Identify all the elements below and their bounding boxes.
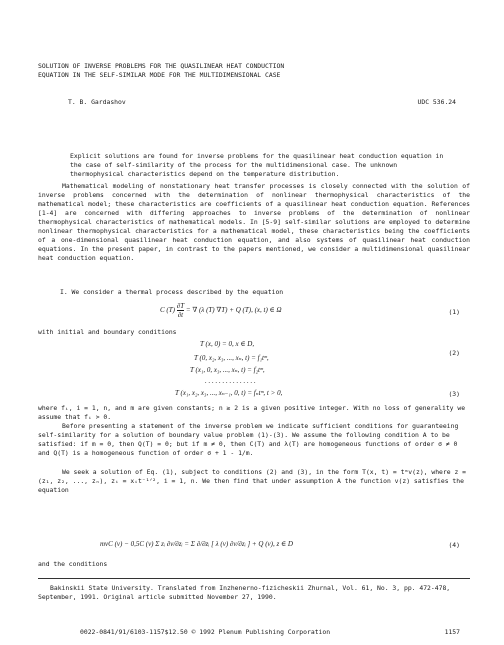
- copyright-line: 0022-0841/91/6103-1157$12.50 © 1992 Plenum Publishing Corporation: [80, 628, 331, 636]
- equation-4: mvC (v) − 0,5C (v) Σ zᵢ ∂v/∂zᵢ = Σ ∂/∂zᵢ [ λ (v) ∂v/∂zᵢ ] + Q (v), z ∈ D: [100, 540, 293, 548]
- before-paragraph: Before presenting a statement of the inverse problem we indicate sufficient conditions for guaranteeing self-similarity for a solution of boundary value problem (1)-(3). We assume the following condition A to be satisfied: if m = 0, then Q(T) = 0; but if m ≠ 0, then C(T) and λ(T) are homogeneous functions of order σ ≠ 0 and Q(T) is a homogeneous function of order σ + 1 - 1/m.: [38, 422, 459, 457]
- eq3-label: (3): [448, 390, 460, 398]
- eq1-numerator: ∂T: [176, 302, 185, 310]
- footnote: Bakinskii State University. Translated from Inzhenerno-fizicheskii Zhurnal, Vol. 61, No. 3, pp. 472-478, September, 1991. Original article submitted November 27, 1990.: [38, 584, 451, 601]
- page-number: 1157: [444, 628, 460, 636]
- eq2-label: (2): [448, 349, 460, 357]
- eq1-label: (1): [448, 308, 460, 316]
- section-1-intro: I. We consider a thermal process described by the equation: [60, 288, 284, 296]
- author: T. B. Gardashov: [68, 98, 126, 106]
- footnote-divider: [38, 578, 470, 579]
- where-paragraph: where fᵢ, i = 1, n, and m are given constants; n ≥ 2 is a given positive integer. With no loss of generality we assume that fᵢ > 0.: [38, 404, 466, 421]
- eq3-line: T (x₁, x₂, x₃, ..., xₙ₋₁, 0, t) = fₙtᵐ, t > 0,: [175, 389, 283, 397]
- eq4-label: (4): [448, 541, 460, 549]
- with-conditions-text: with initial and boundary conditions: [38, 328, 177, 336]
- seek-paragraph: We seek a solution of Eq. (1), subject to conditions (2) and (3), in the form T(x, t) = tᵐv(z), where z = (z₁, z₂, ..., zₙ), zᵢ = xᵢt⁻¹ᐟ², i = 1, n. We then find that under assumption A the function v(z) satisfies the equation: [38, 468, 466, 494]
- equation-1: [160, 302, 282, 319]
- eq-dots: . . . . . . . . . . . . . . .: [205, 377, 256, 385]
- eq1-fraction: [177, 302, 184, 319]
- eq2-line-2: T (0, x₂, x₃, ..., xₙ, t) = f₁tᵐ,: [194, 354, 269, 362]
- intro-paragraph: Mathematical modeling of nonstationary heat transfer processes is closely connected with the solution of inverse problems concerned with the determination of nonlinear thermophysical characteristics of the mathematical model; these characteristics are coefficients of a quasilinear heat conduction equation. References [1-4] are concerned with differing approaches to inverse problems of the determination of nonlinear thermophysical characteristics of mathematical models. In [5-9] self-similar solutions are employed to determine nonlinear thermophysical characteristics for a mathematical model, these characteristics being the coefficients of a one-dimensional quasilinear heat conduction equation, and also systems of quasilinear heat conduction equations. In the present paper, in contrast to the papers mentioned, we consider a multidimensional quasilinear heat conduction equation.: [38, 182, 470, 262]
- eq2-line-3: T (x₁, 0, x₃, ..., xₙ, t) = f₂tᵐ,: [190, 366, 265, 374]
- title-line-2: EQUATION IN THE SELF-SIMILAR MODE FOR THE MULTIDIMENSIONAL CASE: [38, 71, 281, 79]
- eq1-denominator: ∂t: [177, 311, 184, 319]
- eq1-lhs: C (T): [160, 306, 175, 315]
- eq1-rhs: = ∇ (λ (T) ∇T) + Q (T), (x, t) ∈ Ω: [185, 306, 282, 315]
- title-line-1: SOLUTION OF INVERSE PROBLEMS FOR THE QUASILINEAR HEAT CONDUCTION: [38, 62, 285, 70]
- and-conditions-text: and the conditions: [38, 560, 108, 568]
- paper-title: [38, 62, 478, 80]
- eq2-line-1: T (x, 0) = 0, x ∈ D,: [200, 340, 255, 348]
- abstract: Explicit solutions are found for inverse problems for the quasilinear heat conduction equation in the case of self-similarity of the process for the multidimensional case. The unknown thermophysical characteristics depend on the temperature distribution.: [70, 152, 444, 178]
- udc-code: UDC 536.24: [417, 98, 456, 106]
